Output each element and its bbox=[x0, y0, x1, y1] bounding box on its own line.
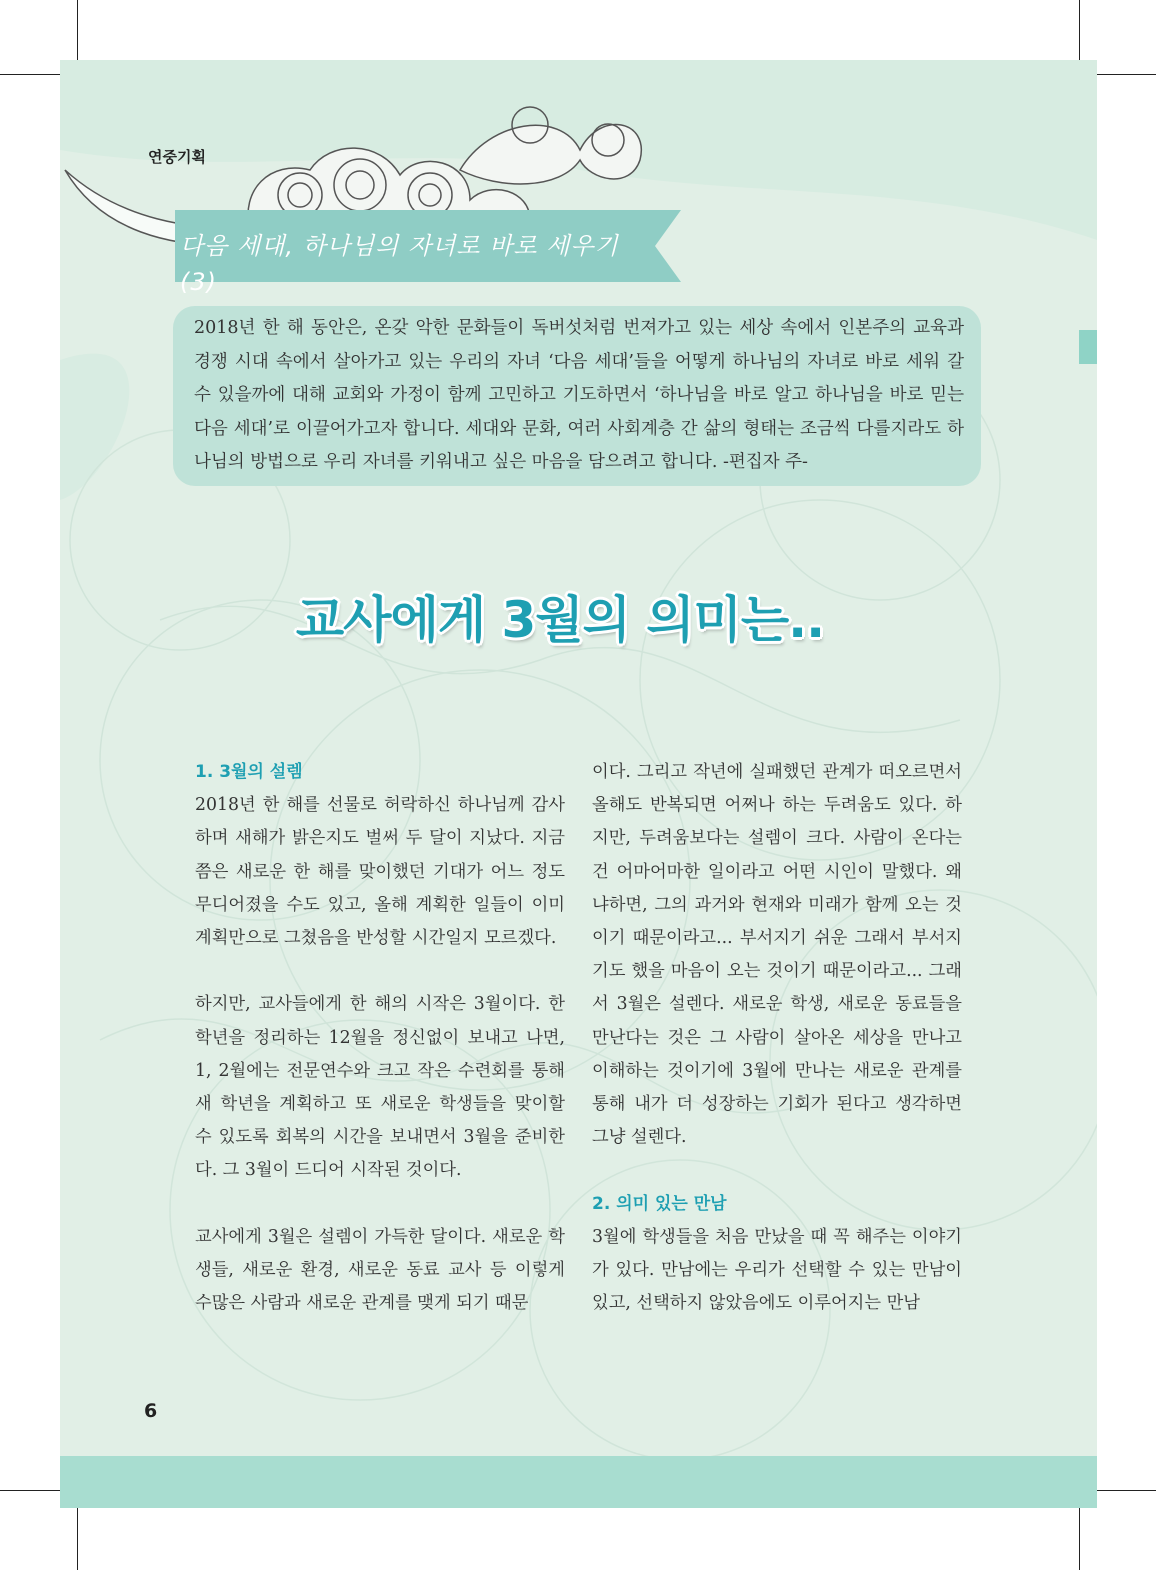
right-column bbox=[592, 756, 962, 1320]
section-heading: 1. 3월의 설렘 bbox=[195, 762, 303, 782]
crop-mark bbox=[0, 1490, 60, 1491]
crop-mark bbox=[77, 1508, 78, 1570]
crop-mark bbox=[1079, 0, 1080, 60]
magazine-page bbox=[60, 60, 1097, 1508]
crop-mark bbox=[1079, 1508, 1080, 1570]
editor-note-text: 2018년 한 해 동안은, 온갖 악한 문화들이 독버섯처럼 번져가고 있는 세상 속에서 인본주의 교육과 경쟁 시대 속에서 살아가고 있는 우리의 자녀 ‘다음 세대’들을 어떻게 하나님의 자녀로 바로 세워 갈 수 있을까에 대해 교회와 가정이 함께 고민하고 기도하면서 ‘하나님을 바로 알고 하나님을 바로 믿는 다음 세대’로 이끌어가고자 합니다. 세대와 문화, 여러 사회계층 간 삶의 형태는 조금씩 다를지라도 하나님의 방법으로 우리 자녀를 키워내고 싶은 마음을 담으려고 합니다. -편집자 주- bbox=[194, 318, 964, 472]
crop-mark bbox=[1097, 1490, 1156, 1491]
crop-mark bbox=[77, 0, 78, 60]
section-heading: 2. 의미 있는 만남 bbox=[592, 1193, 727, 1214]
paragraph: 교사에게 3월은 설렘이 가득한 달이다. 새로운 학생들, 새로운 환경, 새로운 동료 교사 등 이렇게 수많은 사람과 새로운 관계를 맺게 되기 때문 bbox=[195, 1226, 565, 1314]
paragraph: 3월에 학생들을 처음 만났을 때 꼭 해주는 이야기가 있다. 만남에는 우리가 선택할 수 있는 만남이 있고, 선택하지 않았음에도 이루어지는 만남 bbox=[592, 1226, 962, 1314]
footer-band bbox=[60, 1456, 1097, 1508]
crop-mark bbox=[0, 74, 60, 75]
section-label: 연중기획 bbox=[148, 148, 206, 166]
paragraph: 이다. 그리고 작년에 실패했던 관계가 떠오르면서 올해도 반복되면 어쩌나 하는 두려움도 있다. 하지만, 두려움보다는 설렘이 크다. 사람이 온다는 건 어마어마한 일이라고 어떤 시인이 말했다. 왜냐하면, 그의 과거와 현재와 미래가 함께 오는 것이기 때문이라고... 부서지기 쉬운 그래서 부서지기도 했을 마음이 오는 것이기 때문이라고... 그래서 3월은 설렌다. 새로운 학생, 새로운 동료들을 만난다는 것은 그 사람이 살아온 세상을 만나고 이해하는 것이기에 3월에 만나는 새로운 관계를 통해 내가 더 성장하는 기회가 된다고 생각하면 그냥 설렌다. bbox=[592, 762, 962, 1148]
series-title: 다음 세대, 하나님의 자녀로 바로 세우기(3) bbox=[180, 232, 619, 296]
article-title: 교사에게 3월의 의미는.. bbox=[295, 591, 825, 649]
page-number: 6 bbox=[144, 1400, 158, 1422]
paragraph: 하지만, 교사들에게 한 해의 시작은 3월이다. 한 학년을 정리하는 12월을 정신없이 보내고 나면, 1, 2월에는 전문연수와 크고 작은 수련회를 통해 새 학년을 계획하고 또 새로운 학생들을 맞이할 수 있도록 회복의 시간을 보내면서 3월을 준비한다. 그 3월이 드디어 시작된 것이다. bbox=[195, 994, 565, 1181]
left-column bbox=[195, 756, 565, 1320]
crop-mark bbox=[1097, 74, 1156, 75]
paragraph: 2018년 한 해를 선물로 허락하신 하나님께 감사하며 새해가 밝은지도 벌써 두 달이 지났다. 지금쯤은 새로운 한 해를 맞이했던 기대가 어느 정도 무디어졌을 수도 있고, 올해 계획한 일들이 이미 계획만으로 그쳤음을 반성할 시간일지 모르겠다. bbox=[195, 795, 565, 949]
edge-tab-marker bbox=[1079, 330, 1097, 364]
